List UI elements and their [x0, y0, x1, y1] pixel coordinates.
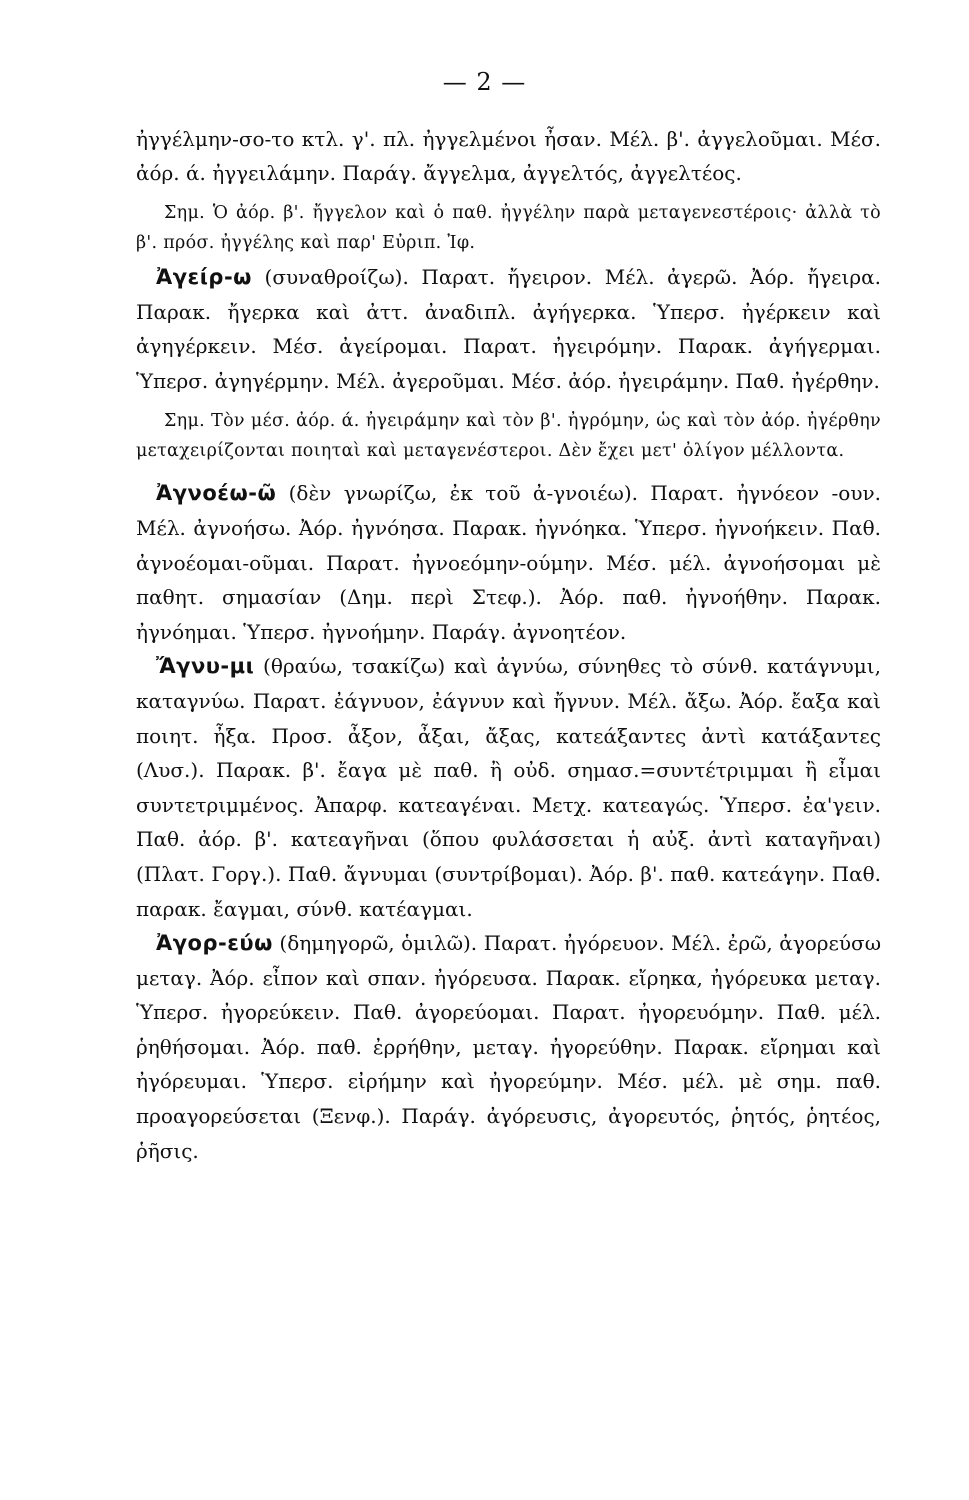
- entry-text: (δημηγορῶ, ὁμιλῶ). Παρατ. ἠγόρευον. Μέλ. ἐρῶ, ἀγορεύσω μεταγ. Ἀόρ. εἶπον καὶ σπαν. ἠγόρευσα. Παρακ. εἴρηκα, ἠγόρευκα μεταγ. Ὑπερσ. ἠγορεύκειν. Παθ. ἀγορεύομαι. Παρατ. ἠγορευόμην. Παθ. μέλ. ῥηθήσομαι. Ἀόρ. παθ. ἐρρήθην, μεταγ. ἠγορεύθην. Παρακ. εἴρημαι καὶ ἠγόρευμαι. Ὑπερσ. εἰρήμην καὶ ἠγορεύμην. Μέσ. μέλ. μὲ σημ. παθ. προαγορεύσεται (Ξενφ.). Παράγ. ἀγόρευσις, ἀγορευτός, ῥητός, ῥητέος, ῥῆσις.: [136, 931, 882, 1163]
- dictionary-entry: [136, 926, 881, 1168]
- note-label: Σημ.: [164, 411, 205, 432]
- dictionary-entry: [136, 649, 881, 926]
- entry-headword: Ἀγείρ-ω: [156, 265, 252, 289]
- note-label: Σημ.: [164, 203, 205, 223]
- page-body: [136, 122, 881, 1168]
- note-paragraph: [136, 198, 881, 258]
- dictionary-entry: [136, 260, 881, 398]
- entry-headword: Ἀγορ-εύω: [156, 931, 273, 956]
- entry-headword: Ἀγνοέω-ῶ: [156, 481, 277, 506]
- dictionary-entry: [136, 476, 881, 649]
- note-text: Τὸν μέσ. ἀόρ. ά. ἠγειράμην καὶ τὸν β'. ἠγρόμην, ὡς καὶ τὸν ἀόρ. ἠγέρθην μεταχειρίζονται ποιηταὶ καὶ μεταγενέστεροι. Δὲν ἔχει μετ' ὀλίγον μέλλοντα.: [136, 411, 881, 462]
- continuation-paragraph: ἠγγέλμην-σο-το κτλ. γ'. πλ. ἠγγελμένοι ἦσαν. Μέλ. β'. ἀγγελοῦμαι. Μέσ. ἀόρ. ά. ἠγγειλάμην. Παράγ. ἄγγελμα, ἀγγελτός, ἀγγελτέος.: [136, 127, 881, 185]
- page-number: — 2 —: [442, 68, 527, 96]
- entry-text: (συναθροίζω). Παρατ. ἤγειρον. Μέλ. ἀγερῶ. Ἀόρ. ἤγειρα. Παρακ. ἤγερκα καὶ ἀττ. ἀναδιπλ. ἀγήγερκα. Ὑπερσ. ἠγέρκειν καὶ ἀγηγέρκειν. Μέσ. ἀγείρομαι. Παρατ. ἠγειρόμην. Παρακ. ἀγήγερμαι. Ὑπερσ. ἀγηγέρμην. Μέλ. ἀγεροῦμαι. Μέσ. ἀόρ. ἠγειράμην. Παθ. ἠγέρθην.: [136, 265, 881, 393]
- entry-headword: Ἄγνυ-μι: [156, 654, 255, 679]
- entry-text: (δὲν γνωρίζω, ἐκ τοῦ ἀ-γνοιέω). Παρατ. ἠγνόεον -ουν. Μέλ. ἀγνοήσω. Ἀόρ. ἠγνόησα. Παρακ. ἠγνόηκα. Ὑπερσ. ἠγνοήκειν. Παθ. ἀγνοέομαι-οῦμαι. Παρατ. ἠγνοεόμην-ούμην. Μέσ. μέλ. ἀγνοήσομαι μὲ παθητ. σημασίαν (Δημ. περὶ Στεφ.). Ἀόρ. παθ. ἠγνοήθην. Παρακ. ἠγνόημαι. Ὑπερσ. ἠγνοήμην. Παράγ. ἀγνοητέον.: [136, 481, 882, 644]
- note-paragraph: [136, 406, 881, 466]
- entry-text: (θραύω, τσακίζω) καὶ ἀγνύω, σύνηθες τὸ σύνθ. κατάγνυμι, καταγνύω. Παρατ. ἐάγνυον, ἐάγνυν καὶ ἤγνυν. Μέλ. ἄξω. Ἀόρ. ἔαξα καὶ ποιητ. ἦξα. Προσ. ἆξον, ἆξαι, ἄξας, κατεάξαντες ἀντὶ κατάξαντες (Λυσ.). Παρακ. β'. ἔαγα μὲ παθ. ἢ οὐδ. σημασ.=συντέτριμμαι ἢ εἶμαι συντετριμμένος. Ἀπαρφ. κατεαγέναι. Μετχ. κατεαγώς. Ὑπερσ. ἐα'γειν. Παθ. ἀόρ. β'. κατεαγῆναι (ὅπου φυλάσσεται ἡ αὐξ. ἀντὶ καταγῆναι) (Πλατ. Γοργ.). Παθ. ἄγνυμαι (συντρίβομαι). Ἀόρ. β'. παθ. κατεάγην. Παθ. παρακ. ἔαγμαι, σύνθ. κατέαγμαι.: [136, 654, 882, 921]
- note-text: Ὁ ἀόρ. β'. ἤγγελον καὶ ὁ παθ. ἠγγέλην παρὰ μεταγενεστέροις· ἀλλὰ τὸ β'. πρόσ. ἠγγέλης καὶ παρ' Εὐριπ. Ἰφ.: [136, 203, 881, 253]
